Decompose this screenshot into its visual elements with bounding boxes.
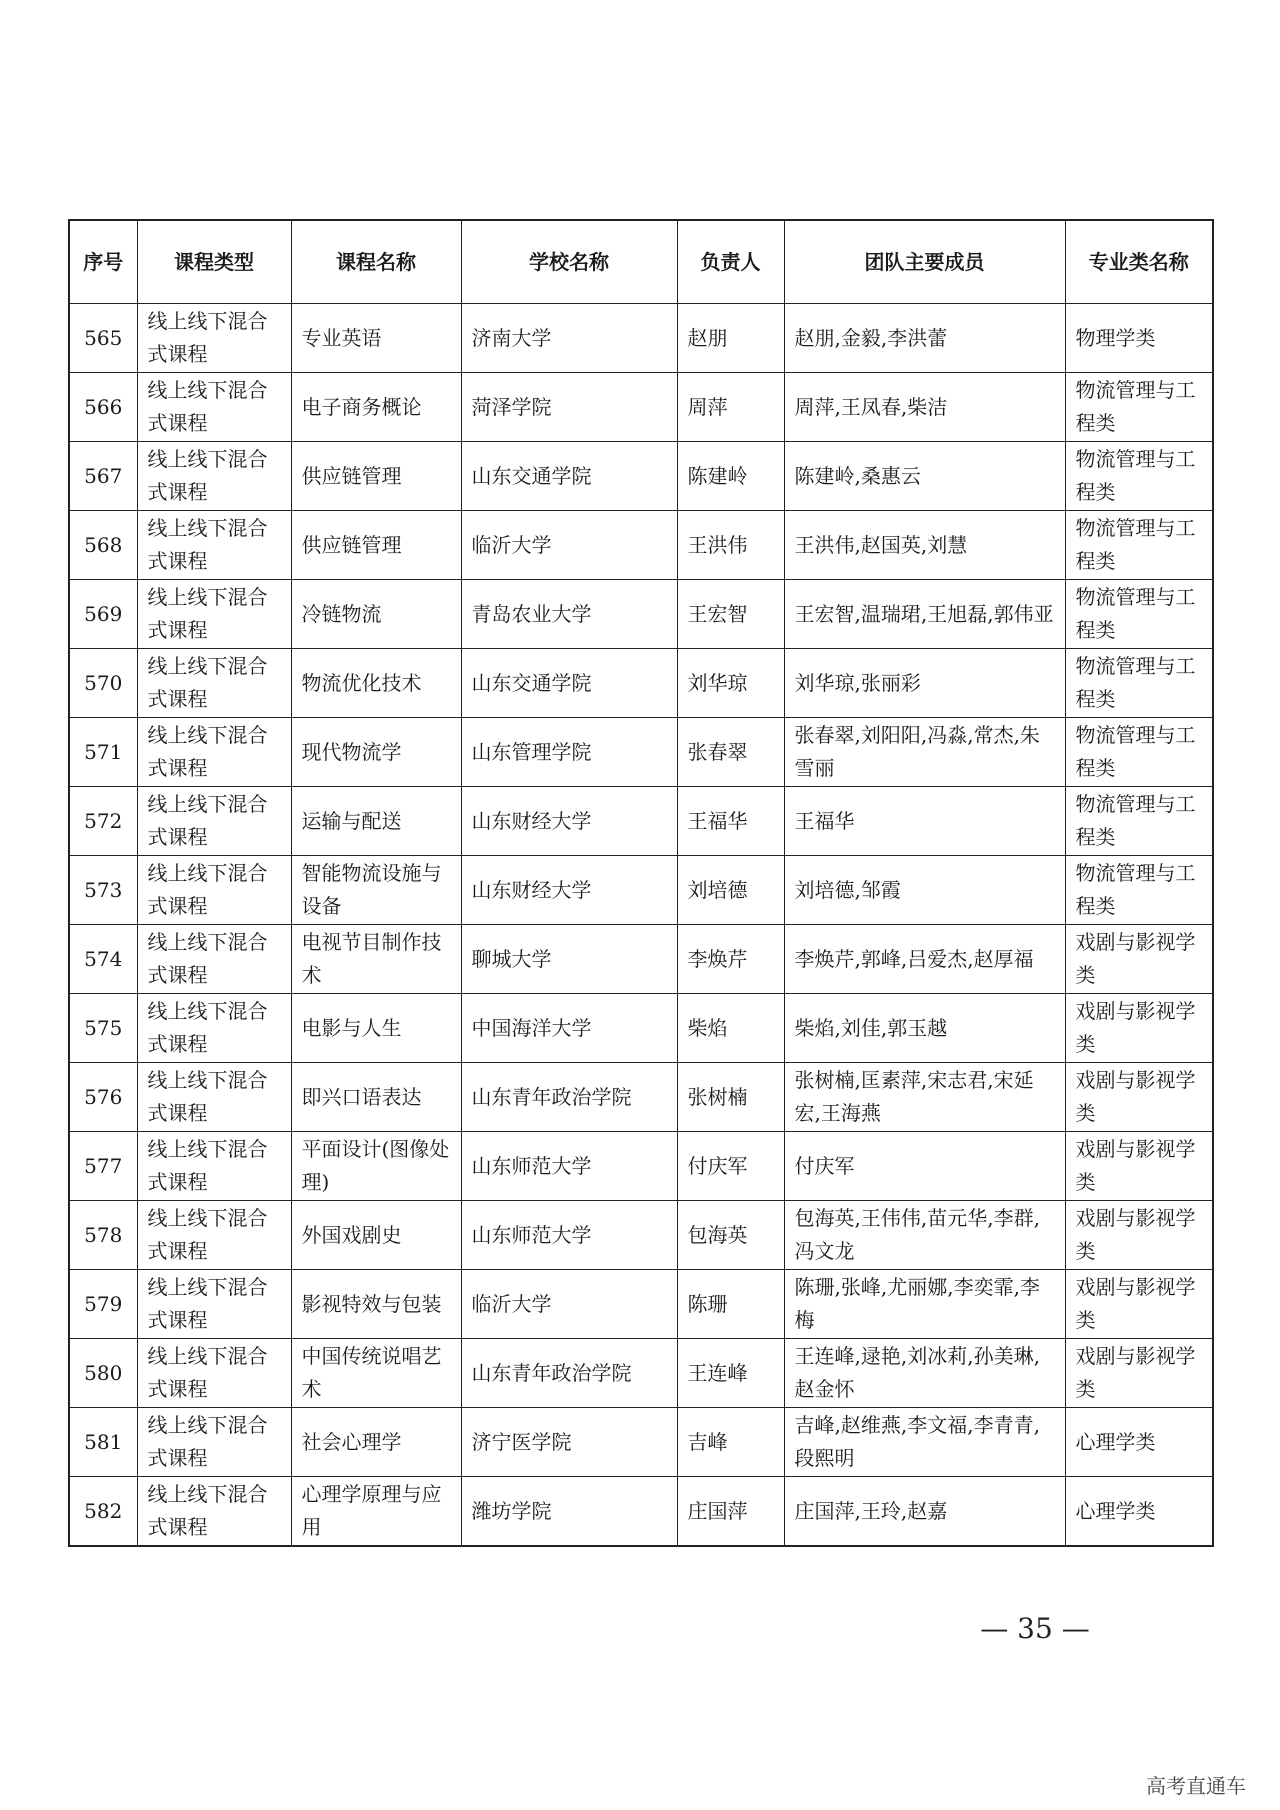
table-row (69, 1201, 1213, 1270)
table-row (69, 787, 1213, 856)
cell-leader: 付庆军 (677, 1132, 784, 1201)
header-row (69, 220, 1213, 304)
cell-name: 供应链管理 (291, 442, 461, 511)
cell-major: 物流管理与工程类 (1065, 442, 1213, 511)
table-row (69, 1477, 1213, 1547)
cell-leader: 王洪伟 (677, 511, 784, 580)
cell-name: 智能物流设施与设备 (291, 856, 461, 925)
cell-members: 陈珊,张峰,尤丽娜,李奕霏,李梅 (784, 1270, 1065, 1339)
cell-school: 济宁医学院 (461, 1408, 677, 1477)
cell-members: 王宏智,温瑞珺,王旭磊,郭伟亚 (784, 580, 1065, 649)
cell-members: 张树楠,匡素萍,宋志君,宋延宏,王海燕 (784, 1063, 1065, 1132)
header-leader: 负责人 (677, 220, 784, 304)
cell-leader: 赵朋 (677, 304, 784, 373)
cell-members: 周萍,王凤春,柴洁 (784, 373, 1065, 442)
cell-type: 线上线下混合式课程 (137, 994, 291, 1063)
cell-no: 572 (69, 787, 137, 856)
cell-name: 冷链物流 (291, 580, 461, 649)
cell-type: 线上线下混合式课程 (137, 1408, 291, 1477)
cell-no: 569 (69, 580, 137, 649)
cell-leader: 柴焰 (677, 994, 784, 1063)
page-number: — 35 — (980, 1612, 1090, 1645)
cell-type: 线上线下混合式课程 (137, 787, 291, 856)
cell-type: 线上线下混合式课程 (137, 304, 291, 373)
cell-school: 山东师范大学 (461, 1132, 677, 1201)
header-major: 专业类名称 (1065, 220, 1213, 304)
cell-school: 山东青年政治学院 (461, 1339, 677, 1408)
cell-major: 戏剧与影视学类 (1065, 1339, 1213, 1408)
cell-major: 戏剧与影视学类 (1065, 1063, 1213, 1132)
cell-no: 567 (69, 442, 137, 511)
table-row (69, 925, 1213, 994)
cell-name: 影视特效与包装 (291, 1270, 461, 1339)
cell-members: 吉峰,赵维燕,李文福,李青青,段熙明 (784, 1408, 1065, 1477)
cell-members: 陈建岭,桑惠云 (784, 442, 1065, 511)
cell-school: 潍坊学院 (461, 1477, 677, 1547)
cell-members: 庄国萍,王玲,赵嘉 (784, 1477, 1065, 1547)
cell-type: 线上线下混合式课程 (137, 1339, 291, 1408)
cell-type: 线上线下混合式课程 (137, 1063, 291, 1132)
cell-name: 专业英语 (291, 304, 461, 373)
table-row (69, 373, 1213, 442)
cell-school: 山东财经大学 (461, 787, 677, 856)
cell-leader: 吉峰 (677, 1408, 784, 1477)
cell-major: 戏剧与影视学类 (1065, 925, 1213, 994)
cell-major: 物流管理与工程类 (1065, 787, 1213, 856)
cell-major: 物理学类 (1065, 304, 1213, 373)
cell-no: 579 (69, 1270, 137, 1339)
cell-members: 包海英,王伟伟,苗元华,李群,冯文龙 (784, 1201, 1065, 1270)
cell-major: 戏剧与影视学类 (1065, 1270, 1213, 1339)
cell-school: 菏泽学院 (461, 373, 677, 442)
cell-school: 聊城大学 (461, 925, 677, 994)
table-row (69, 442, 1213, 511)
cell-leader: 陈珊 (677, 1270, 784, 1339)
cell-school: 中国海洋大学 (461, 994, 677, 1063)
cell-type: 线上线下混合式课程 (137, 649, 291, 718)
cell-major: 物流管理与工程类 (1065, 718, 1213, 787)
cell-no: 571 (69, 718, 137, 787)
cell-major: 心理学类 (1065, 1477, 1213, 1547)
cell-leader: 庄国萍 (677, 1477, 784, 1547)
cell-major: 物流管理与工程类 (1065, 373, 1213, 442)
cell-name: 现代物流学 (291, 718, 461, 787)
table-row (69, 1270, 1213, 1339)
table-row (69, 580, 1213, 649)
cell-name: 运输与配送 (291, 787, 461, 856)
cell-major: 物流管理与工程类 (1065, 580, 1213, 649)
cell-members: 李焕芹,郭峰,吕爱杰,赵厚福 (784, 925, 1065, 994)
header-type: 课程类型 (137, 220, 291, 304)
cell-leader: 刘华琼 (677, 649, 784, 718)
cell-school: 山东财经大学 (461, 856, 677, 925)
cell-major: 戏剧与影视学类 (1065, 1132, 1213, 1201)
cell-school: 临沂大学 (461, 511, 677, 580)
cell-leader: 张树楠 (677, 1063, 784, 1132)
cell-no: 575 (69, 994, 137, 1063)
course-table (68, 219, 1214, 1547)
header-school: 学校名称 (461, 220, 677, 304)
cell-leader: 李焕芹 (677, 925, 784, 994)
cell-leader: 王福华 (677, 787, 784, 856)
cell-name: 即兴口语表达 (291, 1063, 461, 1132)
cell-name: 电子商务概论 (291, 373, 461, 442)
table-row (69, 304, 1213, 373)
cell-school: 青岛农业大学 (461, 580, 677, 649)
header-name: 课程名称 (291, 220, 461, 304)
table-row (69, 718, 1213, 787)
cell-type: 线上线下混合式课程 (137, 1132, 291, 1201)
cell-no: 582 (69, 1477, 137, 1547)
table-row (69, 1132, 1213, 1201)
cell-major: 戏剧与影视学类 (1065, 994, 1213, 1063)
cell-members: 王连峰,逯艳,刘冰莉,孙美琳,赵金怀 (784, 1339, 1065, 1408)
table-row (69, 1063, 1213, 1132)
watermark: 高考直通车 (1146, 1774, 1246, 1798)
cell-type: 线上线下混合式课程 (137, 580, 291, 649)
table-row (69, 511, 1213, 580)
cell-type: 线上线下混合式课程 (137, 925, 291, 994)
cell-leader: 周萍 (677, 373, 784, 442)
cell-type: 线上线下混合式课程 (137, 442, 291, 511)
table-row (69, 1408, 1213, 1477)
table-row (69, 856, 1213, 925)
cell-major: 心理学类 (1065, 1408, 1213, 1477)
cell-members: 柴焰,刘佳,郭玉越 (784, 994, 1065, 1063)
cell-type: 线上线下混合式课程 (137, 1477, 291, 1547)
cell-no: 573 (69, 856, 137, 925)
cell-no: 566 (69, 373, 137, 442)
cell-name: 物流优化技术 (291, 649, 461, 718)
header-no: 序号 (69, 220, 137, 304)
cell-leader: 王宏智 (677, 580, 784, 649)
cell-name: 中国传统说唱艺术 (291, 1339, 461, 1408)
cell-no: 576 (69, 1063, 137, 1132)
cell-leader: 包海英 (677, 1201, 784, 1270)
cell-type: 线上线下混合式课程 (137, 373, 291, 442)
cell-leader: 陈建岭 (677, 442, 784, 511)
cell-school: 山东交通学院 (461, 649, 677, 718)
cell-members: 王福华 (784, 787, 1065, 856)
cell-no: 570 (69, 649, 137, 718)
cell-leader: 王连峰 (677, 1339, 784, 1408)
cell-major: 戏剧与影视学类 (1065, 1201, 1213, 1270)
cell-name: 外国戏剧史 (291, 1201, 461, 1270)
cell-leader: 张春翠 (677, 718, 784, 787)
cell-name: 平面设计(图像处理) (291, 1132, 461, 1201)
cell-members: 张春翠,刘阳阳,冯淼,常杰,朱雪丽 (784, 718, 1065, 787)
cell-school: 山东管理学院 (461, 718, 677, 787)
cell-school: 临沂大学 (461, 1270, 677, 1339)
cell-name: 供应链管理 (291, 511, 461, 580)
cell-type: 线上线下混合式课程 (137, 718, 291, 787)
cell-no: 568 (69, 511, 137, 580)
cell-name: 心理学原理与应用 (291, 1477, 461, 1547)
table-row (69, 1339, 1213, 1408)
cell-major: 物流管理与工程类 (1065, 511, 1213, 580)
cell-school: 济南大学 (461, 304, 677, 373)
table-header (69, 220, 1213, 304)
cell-members: 赵朋,金毅,李洪蕾 (784, 304, 1065, 373)
table-row (69, 994, 1213, 1063)
cell-members: 刘培德,邹霞 (784, 856, 1065, 925)
cell-major: 物流管理与工程类 (1065, 649, 1213, 718)
cell-no: 581 (69, 1408, 137, 1477)
cell-no: 574 (69, 925, 137, 994)
cell-type: 线上线下混合式课程 (137, 511, 291, 580)
cell-type: 线上线下混合式课程 (137, 856, 291, 925)
cell-leader: 刘培德 (677, 856, 784, 925)
cell-members: 付庆军 (784, 1132, 1065, 1201)
cell-major: 物流管理与工程类 (1065, 856, 1213, 925)
cell-no: 578 (69, 1201, 137, 1270)
cell-type: 线上线下混合式课程 (137, 1201, 291, 1270)
header-members: 团队主要成员 (784, 220, 1065, 304)
cell-no: 577 (69, 1132, 137, 1201)
cell-name: 电视节目制作技术 (291, 925, 461, 994)
cell-name: 社会心理学 (291, 1408, 461, 1477)
cell-no: 580 (69, 1339, 137, 1408)
cell-members: 王洪伟,赵国英,刘慧 (784, 511, 1065, 580)
cell-name: 电影与人生 (291, 994, 461, 1063)
table-row (69, 649, 1213, 718)
cell-school: 山东青年政治学院 (461, 1063, 677, 1132)
cell-members: 刘华琼,张丽彩 (784, 649, 1065, 718)
cell-no: 565 (69, 304, 137, 373)
table-body (69, 304, 1213, 1547)
cell-school: 山东交通学院 (461, 442, 677, 511)
cell-school: 山东师范大学 (461, 1201, 677, 1270)
cell-type: 线上线下混合式课程 (137, 1270, 291, 1339)
